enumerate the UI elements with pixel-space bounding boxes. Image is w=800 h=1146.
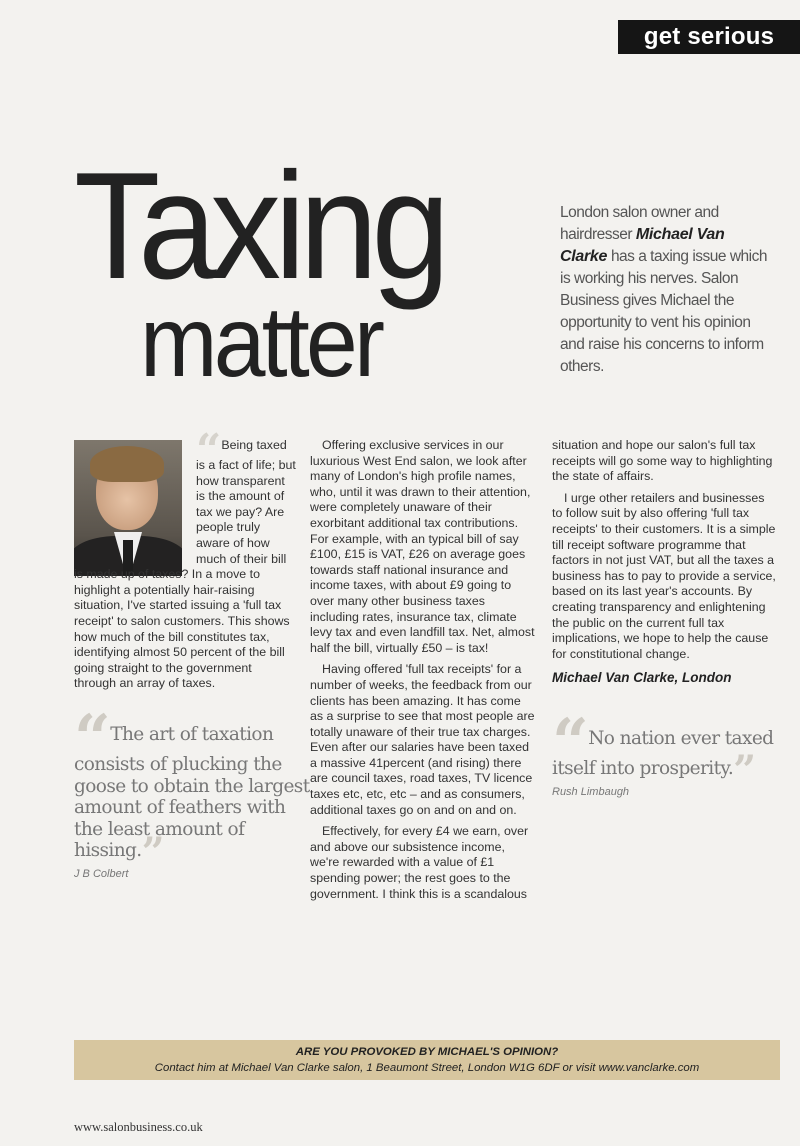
article-column-2 [310, 438, 536, 908]
headline-line-1: Taxing [74, 141, 444, 311]
article-paragraph: Effectively, for every £4 we earn, over and above our subsistence income, we're rewarded with a value of £1 spending power; the rest goes to the government. I think this is a scandalous [310, 824, 529, 901]
open-quote-icon: “ [196, 425, 222, 476]
footer-url: www.salonbusiness.co.uk [74, 1120, 203, 1134]
article-column-3 [552, 438, 778, 686]
article-paragraph: Having offered 'full tax receipts' for a number of weeks, the feedback from our clients has been amazing. It has come as a surprise to see that most people are totally unaware of their true tax charges. Even after our salaries have been taxed a massive 41percent (and rising) there are council taxes, road taxes, TV licence taxes etc, etc, etc – and as consumers, additional taxes go on and on and on. [310, 662, 535, 817]
pull-quote-attribution: Rush Limbaugh [552, 785, 630, 798]
open-quote-icon: “ [552, 705, 589, 780]
author-signature: Michael Van Clarke, London [552, 670, 732, 686]
close-quote-icon: ” [141, 829, 164, 876]
open-quote-icon: “ [74, 701, 111, 776]
photo-spacer [74, 438, 196, 562]
section-tag: get serious [618, 20, 800, 54]
pull-quote-text: No nation ever taxed itself into prosperity. [552, 728, 774, 779]
article-column-1 [74, 425, 296, 698]
intro-name: Michael Van Clarke [560, 226, 725, 265]
banner-contact-line: Contact him at Michael Van Clarke salon, 1 Beaumont Street, London W1G 6DF or visit www.vanclarke.com [154, 1062, 700, 1074]
pull-quote-text: The art of taxation consists of plucking the goose to obtain the largest amount of feathers with the least amount of hissing. [74, 724, 310, 861]
headline-line-2: matter [140, 286, 382, 398]
intro-after: has a taxing issue which is working his nerves. Salon Business gives Michael the opportunity to vent his opinion and raise his concerns to inform others. [560, 248, 767, 375]
pull-quote-colbert [74, 701, 310, 885]
close-quote-icon: ” [733, 747, 756, 794]
article-paragraph: I urge other retailers and businesses to follow suit by also offering 'full tax receipts' to their customers. It is a simple till receipt software programme that factors in not just VAT, but all the taxes a business has to pay to provide a service, based on its last year's accounts. By creating transparency and enlightening the public on the current full tax implications, we hope to help the cause for constitutional change. [552, 490, 776, 661]
pull-quote-attribution: J B Colbert [74, 867, 129, 880]
banner-heading: ARE YOU PROVOKED BY MICHAEL'S OPINION? [295, 1046, 559, 1058]
intro-before: London salon owner and hairdresser [560, 204, 719, 243]
article-paragraph: Offering exclusive services in our luxurious West End salon, we look after many of London's high profile names, who, until it was drawn to their attention, were completely unaware of their exorbitant additional tax contributions. For example, with an typical bill of say £100, £15 is VAT, £26 on average goes towards staff national insurance and income taxes, with about £9 going to over many other business taxes including rates, insurance tax, climate levy tax and even landfill tax. Net, almost half the bill, virtually £50 – is tax! [310, 438, 535, 655]
article-paragraph: situation and hope our salon's full tax receipts will go some way to highlighting the state of affairs. [552, 438, 773, 484]
contact-banner [74, 1040, 780, 1080]
pull-quote-limbaugh [552, 705, 782, 803]
article-lead-paragraph: “Being taxed is a fact of life; but how transparent is the amount of tax we pay? Are people truly aware of how much of their bill is made up of taxes? In a move to highlight a potentially hair-raising situation, I've started issuing a 'full tax receipt' to salon customers. This shows how much of the bill constitutes tax, identifying almost 50 percent of the bill going straight to the government through an array of taxes. [74, 425, 296, 691]
intro-standfirst [560, 202, 772, 378]
